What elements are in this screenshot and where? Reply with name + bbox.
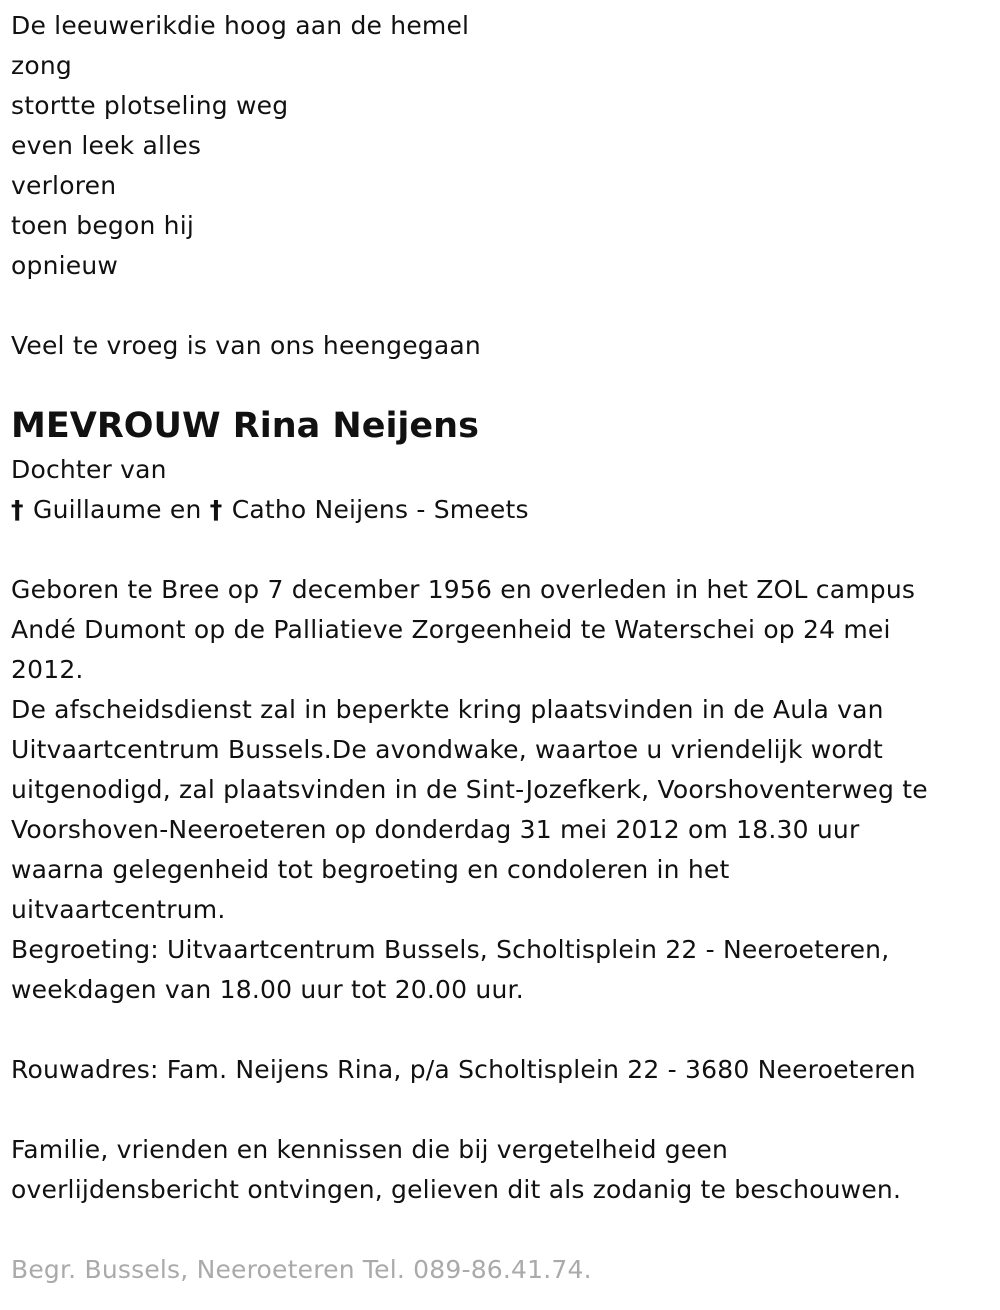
details-line: Geboren te Bree op 7 december 1956 en overleden in het ZOL campus — [11, 575, 916, 604]
poem-line: toen begon hij — [11, 211, 195, 240]
spacer — [11, 366, 1000, 398]
details-line: weekdagen van 18.00 uur tot 20.00 uur. — [11, 975, 524, 1004]
details-line: Begroeting: Uitvaartcentrum Bussels, Scholtisplein 22 - Neeroeteren, — [11, 935, 890, 964]
poem-line: even leek alles — [11, 131, 202, 160]
poem — [11, 6, 1000, 286]
poem-line: opnieuw — [11, 251, 119, 280]
spacer — [11, 286, 1000, 326]
cross-icon: † — [11, 495, 24, 524]
poem-line: verloren — [11, 171, 117, 200]
parent-name: Catho Neijens - Smeets — [231, 495, 529, 524]
poem-line: De leeuwerikdie hoog aan de hemel — [11, 11, 470, 40]
spacer — [11, 530, 1000, 570]
notice-paragraph — [11, 1130, 1000, 1210]
details-line: De afscheidsdienst zal in beperkte kring plaatsvinden in de Aula van — [11, 695, 884, 724]
details-line: uitvaartcentrum. — [11, 895, 226, 924]
notice-line: overlijdensbericht ontvingen, gelieven dit als zodanig te beschouwen. — [11, 1175, 902, 1204]
deceased-title: MEVROUW Rina Neijens — [11, 406, 479, 446]
details-paragraph — [11, 570, 1000, 1010]
details-line: uitgenodigd, zal plaatsvinden in de Sint-Jozefkerk, Voorshoventerweg te — [11, 775, 928, 804]
parents-line — [11, 490, 1000, 530]
mourning-address: Rouwadres: Fam. Neijens Rina, p/a Scholtisplein 22 - 3680 Neeroeteren — [11, 1055, 916, 1084]
cross-icon: † — [209, 495, 223, 524]
intro-text: Veel te vroeg is van ons heengegaan — [11, 331, 481, 360]
details-line: Andé Dumont op de Palliatieve Zorgeenheid te Waterschei op 24 mei — [11, 615, 891, 644]
notice-line: Familie, vrienden en kennissen die bij vergetelheid geen — [11, 1135, 729, 1164]
details-line: Voorshoven-Neeroeteren op donderdag 31 mei 2012 om 18.30 uur — [11, 815, 860, 844]
details-line: 2012. — [11, 655, 84, 684]
poem-line: zong — [11, 51, 72, 80]
funeral-home-footer: Begr. Bussels, Neeroeteren Tel. 089-86.41.74. — [11, 1255, 592, 1284]
spacer — [11, 1090, 1000, 1130]
poem-line: stortte plotseling weg — [11, 91, 289, 120]
spacer — [11, 1010, 1000, 1050]
parent-name: Guillaume en — [33, 495, 202, 524]
details-line: waarna gelegenheid tot begroeting en condoleren in het — [11, 855, 730, 884]
spacer — [11, 1210, 1000, 1250]
relation-text: Dochter van — [11, 455, 167, 484]
details-line: Uitvaartcentrum Bussels.De avondwake, waartoe u vriendelijk wordt — [11, 735, 884, 764]
